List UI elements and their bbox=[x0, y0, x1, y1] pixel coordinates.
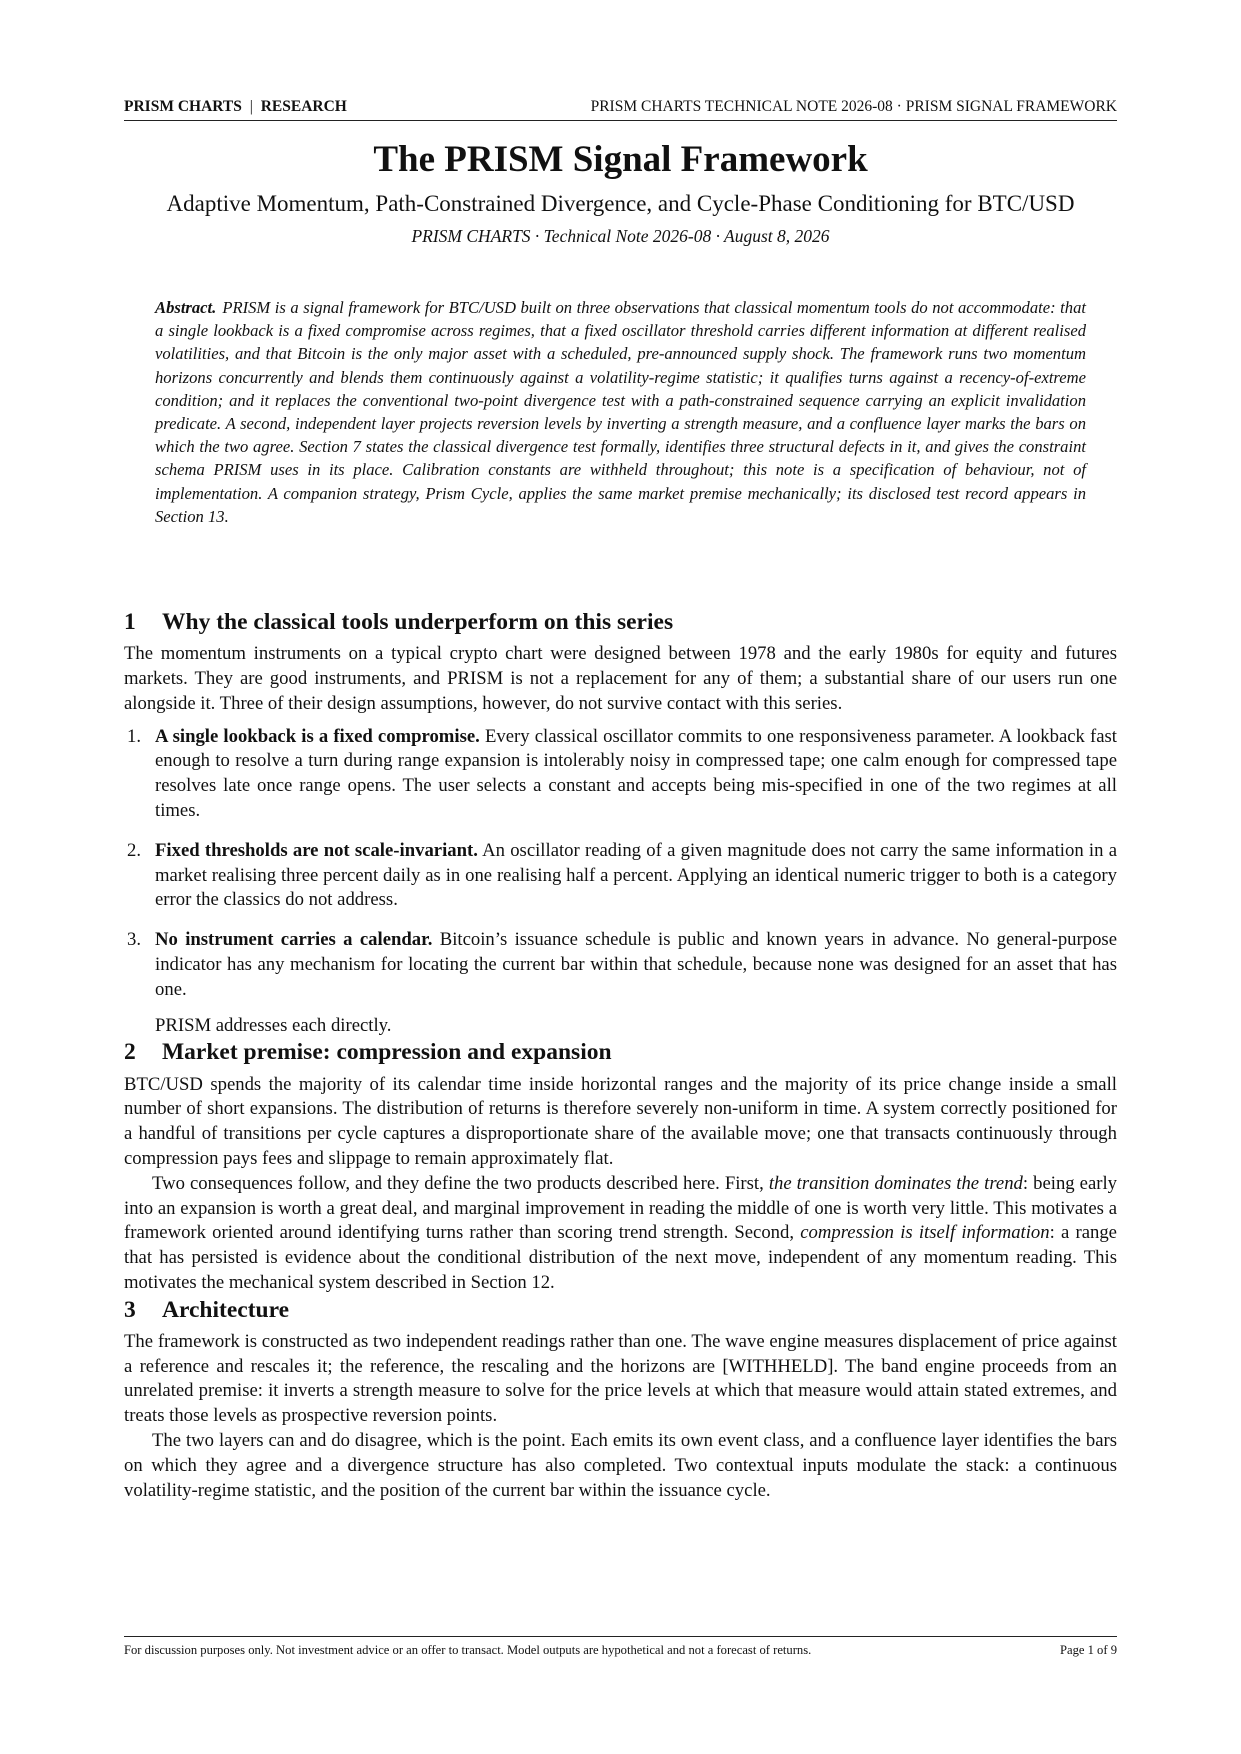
section-1-intro: The momentum instruments on a typical crypto chart were designed between 1978 and the early 1980s for equity and futures markets. They are good instruments, and PRISM is not a replacement for any of them; a substantial share of our users run one alongside it. Three of their design assumptions, however, do not survive contact with this series. bbox=[124, 643, 1117, 714]
text-run: ]. The band engine proceeds from an unrelated premise: it inverts a strength measure to solve for the price levels at which that measure would attain stated extremes, and treats those levels as prospective reversion points. bbox=[124, 1355, 1117, 1427]
numbered-list bbox=[124, 725, 1117, 1003]
abstract-label: Abstract. bbox=[155, 298, 217, 317]
withheld-marker: WITHHELD bbox=[728, 1355, 828, 1377]
list-number: 2. bbox=[127, 839, 142, 861]
text-run: Two consequences follow, and they define the two products described here. First, bbox=[152, 1172, 769, 1194]
paper-subtitle: Adaptive Momentum, Path-Constrained Divergence, and Cycle-Phase Conditioning for BTC/USD bbox=[166, 191, 1075, 217]
section-3-paragraph-1 bbox=[124, 1330, 1117, 1429]
list-item bbox=[124, 928, 1117, 1002]
section-1-heading bbox=[124, 608, 1117, 636]
text-run: The framework is constructed as two independent readings rather than one. The wave engine measures displacement of price against a reference and rescales it; the reference, the rescaling and the horizons are [ bbox=[124, 1330, 1117, 1377]
abstract-text: PRISM is a signal framework for BTC/USD built on three observations that classical momentum tools do not accommodate: that a single lookback is a fixed compromise across regimes, that a fixed oscillator threshold carries different information at different realised volatilities, and that Bitcoin is the only major asset with a scheduled, pre-announced supply shock. The framework runs two momentum horizons concurrently and blends them continuously against a volatility-regime statistic; it qualifies turns against a recency-of-extreme condition; and it replaces the conventional two-point divergence test with a path-constrained sequence carrying an explicit invalidation predicate. A second, independent layer projects reversion levels by inverting a strength measure, and a confluence layer marks the bars on which the two agree. Section 7 states the classical divergence test formally, identifies three structural defects in it, and gives the constraint schema PRISM uses in its place. Calibration constants are withheld throughout; this note is a specification of behaviour, not of implementation. A companion strategy, Prism Cycle, applies the same market premise mechanically; its disclosed test record appears in Section 13. bbox=[155, 298, 1086, 526]
list-item bbox=[124, 725, 1117, 824]
section-title: Architecture bbox=[162, 1296, 290, 1323]
section-number: 1 bbox=[124, 609, 136, 635]
section-2-paragraph-1: BTC/USD spends the majority of its calendar time inside horizontal ranges and the majority of its price change inside a small number of short expansions. The distribution of returns is therefore severely non-uniform in time. A system correctly positioned for a handful of transitions per cycle captures a disproportionate share of the available move; one that transacts continuously through compression pays fees and slippage to remain approximately flat. bbox=[124, 1073, 1117, 1169]
section-number: 3 bbox=[124, 1296, 136, 1323]
title-block bbox=[124, 138, 1117, 247]
list-item bbox=[124, 839, 1117, 913]
section-number: 2 bbox=[124, 1039, 136, 1066]
list-item-lead: A single lookback is a fixed compromise. bbox=[155, 725, 480, 747]
header-org: PRISM CHARTS bbox=[124, 98, 242, 115]
list-item-text: An oscillator reading of a given magnitude does not carry the same information in a market realising three percent daily as in one realising half a percent. Applying an identical numeric trigger to both is a category error the classics do not address. bbox=[155, 839, 1117, 911]
section-3-paragraph-2: The two layers can and do disagree, which is the point. Each emits its own event class, and a confluence layer identifies the bars on which they agree and a divergence structure has also completed. Two contextual inputs modulate the stack: a continuous volatility-regime statistic, and the position of the current bar within the issuance cycle. bbox=[124, 1430, 1117, 1501]
page-number: Page 1 of 9 bbox=[1059, 1643, 1117, 1657]
emphasis: the transition dominates the trend bbox=[768, 1172, 1023, 1194]
list-number: 1. bbox=[127, 725, 142, 747]
section-2-paragraph-2 bbox=[124, 1172, 1117, 1296]
section-2-heading bbox=[124, 1038, 1117, 1066]
section-title: Why the classical tools underperform on this series bbox=[162, 609, 674, 635]
list-item-text: Every classical oscillator commits to one responsiveness parameter. A lookback fast enough to resolve a turn during range expansion is intolerably noisy in compressed tape; one calm enough for compressed tape resolves late once range opens. The user selects a constant and accepts being mis-specified in one of the two regimes at all times. bbox=[155, 725, 1118, 821]
paper-title: The PRISM Signal Framework bbox=[373, 139, 868, 180]
list-item-lead: No instrument carries a calendar. bbox=[155, 929, 433, 951]
section-title: Market premise: compression and expansion bbox=[162, 1039, 612, 1066]
section-3-heading bbox=[124, 1296, 1117, 1324]
header-left bbox=[124, 98, 347, 116]
list-number: 3. bbox=[127, 929, 142, 951]
paper-byline: PRISM CHARTS · Technical Note 2026-08 · August 8, 2026 bbox=[411, 225, 830, 246]
header-separator: | bbox=[249, 98, 253, 115]
header-right: PRISM CHARTS TECHNICAL NOTE 2026-08 · PRISM SIGNAL FRAMEWORK bbox=[590, 98, 1117, 115]
header-section: RESEARCH bbox=[260, 98, 347, 115]
list-item-text: Bitcoin’s issuance schedule is public and known years in advance. No general-purpose indicator has any mechanism for locating the current bar within that schedule, because none was designed for an asset that has one. bbox=[155, 929, 1118, 1000]
abstract bbox=[155, 296, 1086, 528]
text-run: : a range that has persisted is evidence about the conditional distribution of the next move, independent of any momentum reading. This motivates the mechanical system described in Section 12. bbox=[124, 1222, 1117, 1293]
page-footer bbox=[124, 1636, 1117, 1658]
list-item-lead: Fixed thresholds are not scale-invariant. bbox=[155, 839, 478, 861]
text-run: : being early into an expansion is worth a great deal, and marginal improvement in reading the middle of one is worth very little. This motivates a framework oriented around identifying turns rather than scoring trend strength. Second, bbox=[124, 1172, 1118, 1244]
emphasis: compression is itself information bbox=[800, 1222, 1050, 1244]
running-header bbox=[124, 98, 1117, 121]
body-text bbox=[124, 608, 1117, 1503]
footer-disclaimer: For discussion purposes only. Not investment advice or an offer to transact. Model outputs are hypothetical and not a forecast of returns. bbox=[124, 1643, 812, 1657]
section-1-closing: PRISM addresses each directly. bbox=[155, 1014, 392, 1036]
